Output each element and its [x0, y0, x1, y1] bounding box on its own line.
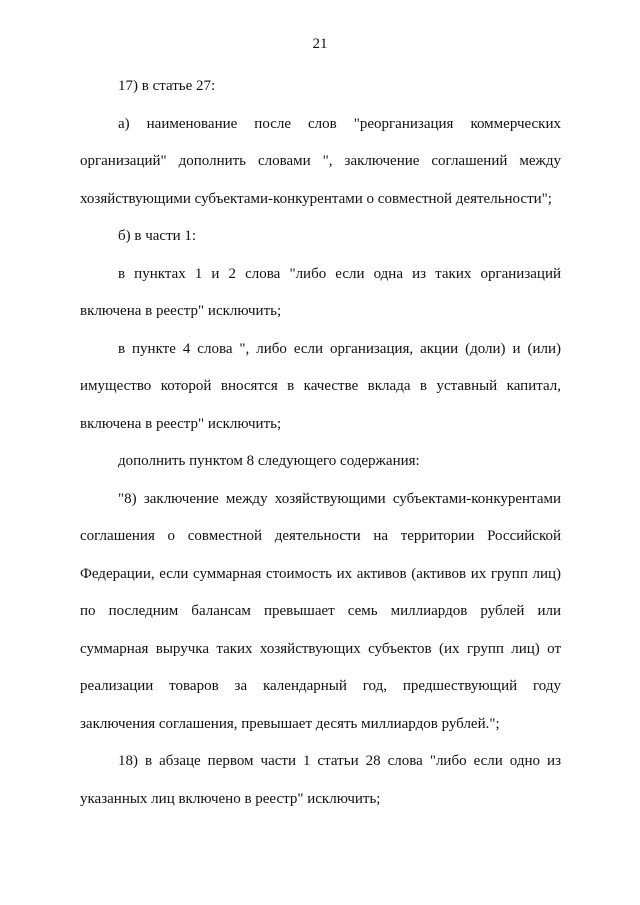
- paragraph-subitem-a: а) наименование после слов "реорганизация коммерческих организаций" дополнить словами ", заключение соглашений между хозяйствующими субъектами-конкурентами о совместной деятельности";: [80, 115, 561, 207]
- paragraph-add-point-8: дополнить пунктом 8 следующего содержания:: [118, 453, 420, 469]
- paragraph-subitem-b: б) в части 1:: [118, 228, 197, 244]
- paragraph-point-8-text: "8) заключение между хозяйствующими субъектами-конкурентами соглашения о совместной деятельности на территории Российской Федерации, если суммарная стоимость их активов (активов их групп лиц) по последним балансам превышает семь миллиардов рублей или суммарная выручка таких хозяйствующих субъектов (их групп лиц) от реализации товаров за календарный год, предшествующий году заключения соглашения, превышает десять миллиардов рублей.";: [80, 490, 561, 732]
- paragraph-point-4: в пункте 4 слова ", либо если организация, акции (доли) и (или) имущество которой вносятся в качестве вклада в уставный капитал, включена в реестр" исключить;: [80, 340, 561, 432]
- paragraph-item-18: 18) в абзаце первом части 1 статьи 28 слова "либо если одно из указанных лиц включено в реестр" исключить;: [80, 753, 561, 807]
- paragraph-points-1-2: в пунктах 1 и 2 слова "либо если одна из таких организаций включена в реестр" исключить;: [80, 265, 561, 319]
- page-number: 21: [312, 36, 328, 52]
- paragraph-item-17: 17) в статье 27:: [118, 78, 216, 94]
- document-body: [80, 68, 561, 818]
